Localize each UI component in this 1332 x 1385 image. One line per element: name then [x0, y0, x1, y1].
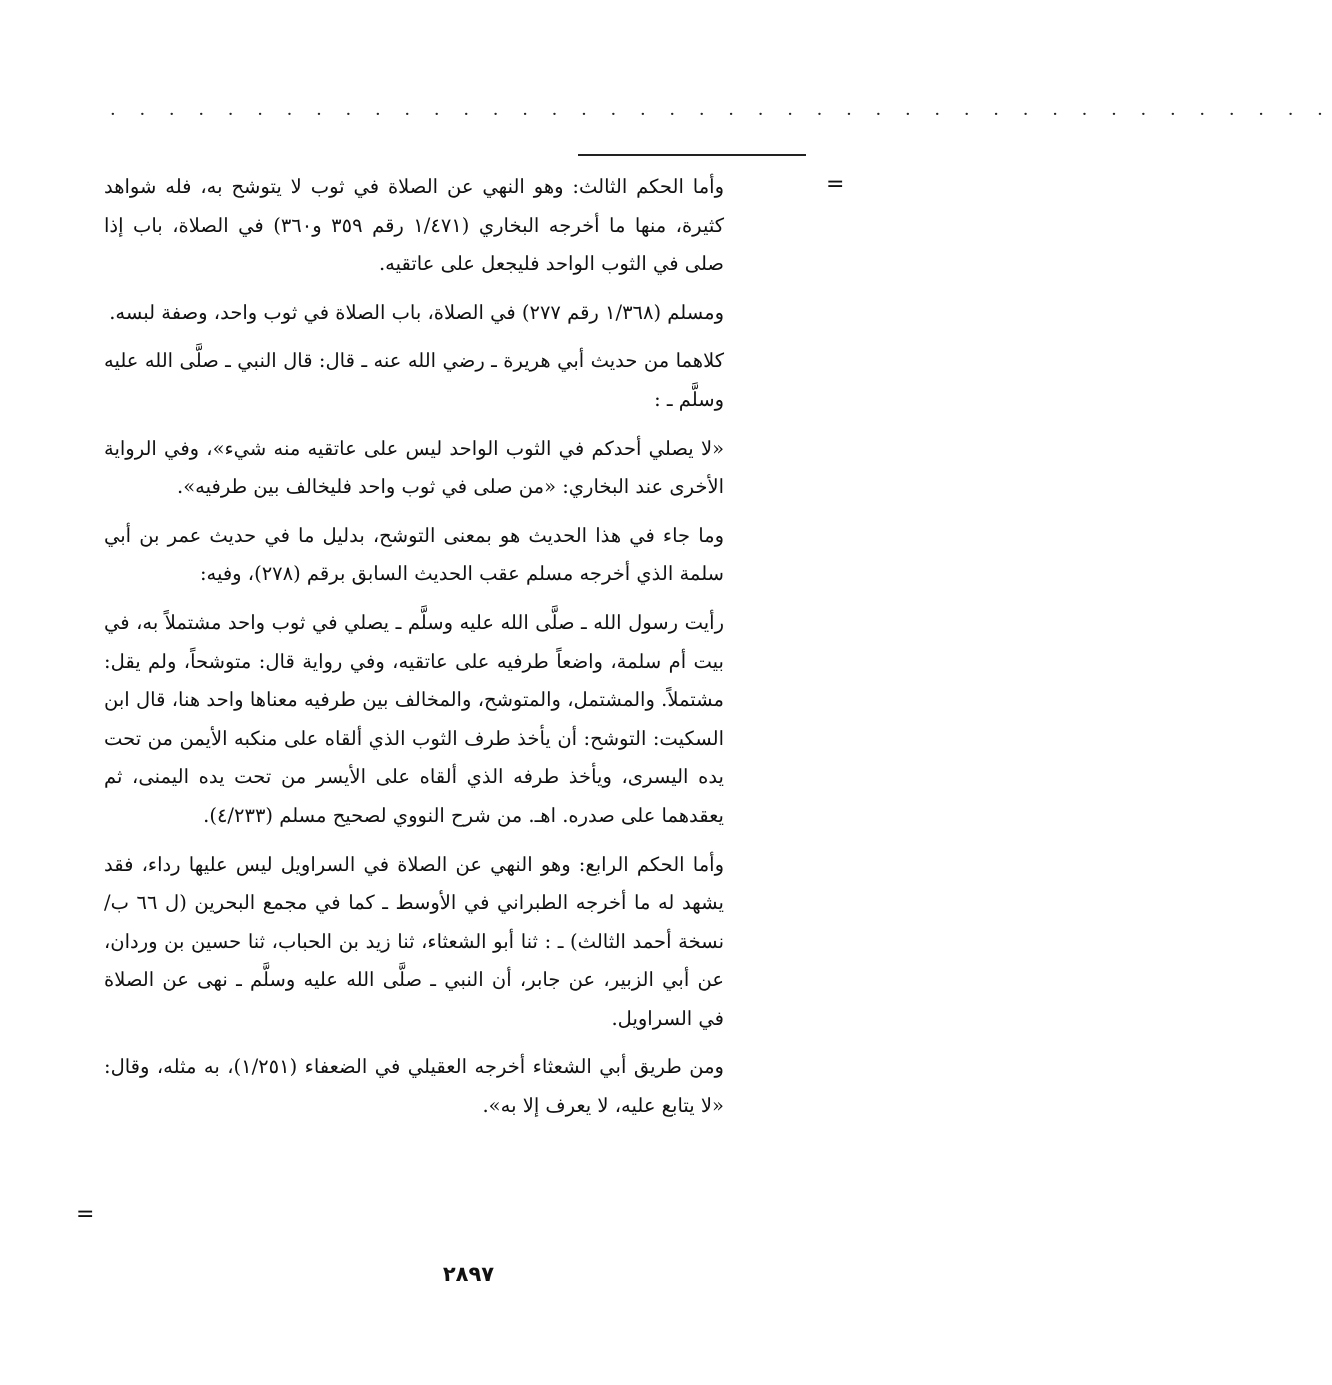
paragraph-hadith-text: «لا يصلي أحدكم في الثوب الواحد ليس على عاتقيه منه شيء»، وفي الرواية الأخرى عند البخاري: «من صلى في ثوب واحد فليخالف بين طرفيه».: [104, 436, 724, 499]
footnote-body: [104, 168, 724, 1136]
paragraph-muslim-reference: ومسلم (١/٣٦٨ رقم ٢٧٧) في الصلاة، باب الصلاة في ثوب واحد، وصفة لبسه.: [109, 300, 724, 324]
continuation-mark-top: =: [826, 172, 845, 197]
paragraph-umar-hadith: رأيت رسول الله ـ صلَّى الله عليه وسلَّم ـ يصلي في ثوب واحد مشتملاً به، في بيت أم سلمة، واضعاً طرفيه على عاتقيه، وفي رواية قال: متوشحاً، ولم يقل: مشتملاً. والمشتمل، والمتوشح، والمخالف بين طرفيه معناها واحد هنا، قال ابن السكيت: التوشح: أن يأخذ طرف الثوب الذي ألقاه على منكبه الأيمن من تحت يده اليسرى، ويأخذ طرفه الذي ألقاه على الأيسر من تحت يده اليمنى، ثم يعقدهما على صدره. اهـ. من شرح النووي لصحيح مسلم (٤/٢٣٣).: [104, 610, 724, 827]
paragraph-fourth-ruling: وأما الحكم الرابع: وهو النهي عن الصلاة في السراويل ليس عليها رداء، فقد يشهد له ما أخرجه الطبراني في الأوسط ـ كما في مجمع البحرين (ل ٦٦ ب/ نسخة أحمد الثالث) ـ : ثنا أبو الشعثاء، ثنا زيد بن الحباب، ثنا حسين بن وردان، عن أبي الزبير، عن جابر، أن النبي ـ صلَّى الله عليه وسلَّم ـ نهى عن الصلاة في السراويل.: [104, 852, 724, 1030]
paragraph-third-ruling: وأما الحكم الثالث: وهو النهي عن الصلاة في ثوب لا يتوشح به، فله شواهد كثيرة، منها ما أخرجه البخاري (١/٤٧١ رقم ٣٥٩ و٣٦٠) في الصلاة، باب إذا صلى في الثوب الواحد فليجعل على عاتقيه.: [104, 175, 724, 276]
continuation-mark-bottom: =: [76, 1202, 95, 1227]
dotted-separator: · · · · · · · · · · · · · · · · · · · · · · · · · · · · · · · · · · · · · · · · · ·: [110, 104, 1332, 125]
paragraph-uqayli: ومن طريق أبي الشعثاء أخرجه العقيلي في الضعفاء (١/٢٥١)، به مثله، وقال: «لا يتابع عليه، لا يعرف إلا به».: [104, 1055, 724, 1118]
footnote-rule: [578, 154, 806, 156]
page-number: ٢٨٩٧: [442, 1262, 495, 1286]
paragraph-abu-hurayrah: كلاهما من حديث أبي هريرة ـ رضي الله عنه ـ قال: قال النبي ـ صلَّى الله عليه وسلَّم ـ :: [104, 349, 724, 411]
paragraph-tawashshuh: وما جاء في هذا الحديث هو بمعنى التوشح، بدليل ما في حديث عمر بن أبي سلمة الذي أخرجه مسلم عقب الحديث السابق برقم (٢٧٨)، وفيه:: [104, 523, 724, 586]
